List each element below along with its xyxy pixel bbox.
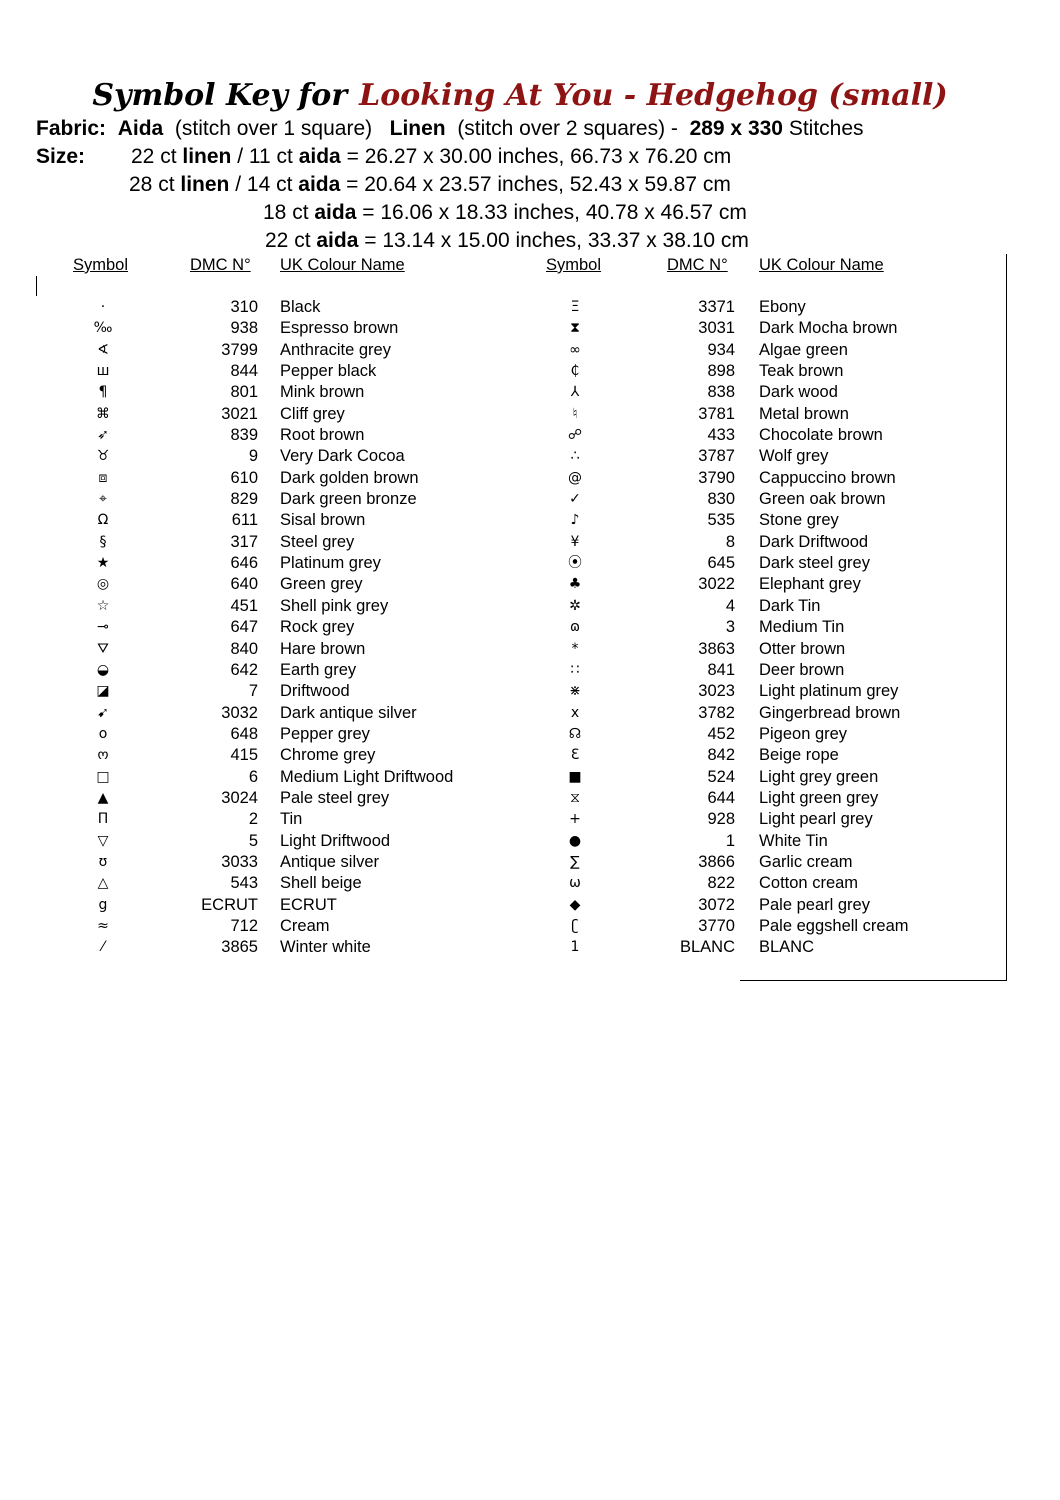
- symbol-cell: §: [99, 533, 107, 550]
- colour-name-cell: Garlic cream: [759, 852, 853, 871]
- size-label-text: Size:: [36, 145, 86, 168]
- colour-name-cell: Pepper black: [280, 362, 377, 381]
- colour-name-cell: Light pearl grey: [759, 810, 873, 829]
- colour-name-cell: Dark wood: [759, 383, 838, 402]
- dmc-number-cell: 645: [707, 554, 735, 573]
- colour-name-cell: Steel grey: [280, 532, 355, 551]
- page-title: [0, 78, 1040, 113]
- bottom-border-line: [740, 980, 1007, 981]
- symbol-cell: ≈: [97, 917, 109, 934]
- symbol-cell: ➶: [97, 427, 109, 444]
- dmc-number-cell: 317: [230, 532, 258, 551]
- dmc-number-cell: 642: [230, 660, 258, 679]
- colour-name-cell: ECRUT: [280, 895, 337, 914]
- dmc-number-cell: 7: [248, 682, 258, 701]
- size-label: [36, 144, 85, 170]
- colour-name-cell: Dark golden brown: [280, 468, 419, 487]
- symbol-cell: ☍: [567, 427, 583, 444]
- header-symbol-right: Symbol: [546, 256, 602, 274]
- dmc-number-cell: 938: [230, 319, 258, 338]
- colour-name-cell: Stone grey: [759, 511, 839, 530]
- dmc-number-cell: 712: [230, 916, 258, 935]
- symbol-cell: Ɛ: [570, 747, 580, 764]
- symbol-cell: ☆: [96, 597, 110, 614]
- dmc-number-cell: 3865: [221, 938, 258, 957]
- colour-name-cell: Otter brown: [759, 639, 846, 658]
- dmc-number-cell: 8: [725, 532, 735, 551]
- symbol-cell: @: [568, 469, 582, 486]
- symbol-cell: ★: [96, 555, 110, 572]
- colour-name-cell: Dark Tin: [759, 596, 821, 615]
- symbol-cell: ●: [568, 832, 582, 849]
- colour-name-cell: Gingerbread brown: [759, 703, 901, 722]
- table-row: [0, 895, 1060, 916]
- colour-name-cell: Root brown: [280, 426, 365, 445]
- symbol-cell: *: [571, 640, 579, 657]
- colour-name-cell: Pigeon grey: [759, 724, 848, 743]
- size-line-2: [129, 172, 731, 198]
- colour-name-cell: Pale steel grey: [280, 788, 390, 807]
- symbol-cell: ➹: [97, 704, 109, 721]
- colour-name-cell: Chocolate brown: [759, 426, 883, 445]
- dmc-number-cell: 934: [707, 340, 735, 359]
- symbol-cell: ☊: [568, 725, 582, 742]
- dmc-number-cell: 3770: [698, 916, 735, 935]
- colour-name-cell: Mink brown: [280, 383, 365, 402]
- size-post: = 13.14 x 15.00 inches, 33.37 x 38.10 cm: [364, 229, 749, 252]
- colour-name-cell: Metal brown: [759, 404, 849, 423]
- colour-name-cell: Driftwood: [280, 682, 350, 701]
- colour-name-cell: Dark Mocha brown: [759, 319, 898, 338]
- stitches-word: Stitches: [788, 117, 864, 140]
- table-row: [0, 510, 1060, 531]
- fabric-label: Fabric:: [36, 117, 107, 140]
- dmc-number-cell: 3787: [698, 447, 735, 466]
- symbol-key-table: [0, 297, 1060, 959]
- size-bold-2: aida: [298, 173, 341, 196]
- table-row: [0, 639, 1060, 660]
- symbol-cell: o: [98, 725, 108, 742]
- colour-name-cell: Earth grey: [280, 660, 357, 679]
- colour-name-cell: Green grey: [280, 575, 363, 594]
- colour-name-cell: Light green grey: [759, 788, 879, 807]
- colour-name-cell: Sisal brown: [280, 511, 366, 530]
- colour-name-cell: Shell pink grey: [280, 596, 389, 615]
- table-row: [0, 532, 1060, 553]
- dmc-number-cell: 3866: [698, 852, 735, 871]
- symbol-cell: ⦿: [568, 555, 582, 572]
- colour-name-cell: Dark green bronze: [280, 490, 417, 509]
- colour-name-cell: Cappuccino brown: [759, 468, 896, 487]
- symbol-cell: ₵: [570, 363, 580, 380]
- size-pre: 28 ct: [129, 173, 175, 196]
- fabric-aida-note: (stitch over 1 square): [174, 117, 373, 140]
- colour-name-cell: Light grey green: [759, 767, 879, 786]
- colour-name-cell: Pale pearl grey: [759, 895, 870, 914]
- colour-name-cell: Medium Tin: [759, 618, 845, 637]
- colour-name-cell: Pepper grey: [280, 724, 370, 743]
- colour-name-cell: Chrome grey: [280, 746, 376, 765]
- dmc-number-cell: 5: [248, 831, 258, 850]
- size-pre: 22 ct: [265, 229, 311, 252]
- dmc-number-cell: 3021: [221, 404, 258, 423]
- table-row: [0, 767, 1060, 788]
- symbol-cell: ♣: [568, 576, 582, 593]
- stitch-count: 289 x 330: [689, 117, 783, 140]
- symbol-cell: ⅄: [570, 384, 580, 401]
- dmc-number-cell: 830: [707, 490, 735, 509]
- symbol-cell: ⧖: [570, 789, 580, 806]
- dmc-number-cell: 898: [707, 362, 735, 381]
- colour-name-cell: Dark steel grey: [759, 554, 870, 573]
- colour-name-cell: Very Dark Cocoa: [280, 447, 405, 466]
- colour-name-cell: Antique silver: [280, 852, 380, 871]
- symbol-cell: Ξ: [570, 299, 580, 315]
- size-post: = 20.64 x 23.57 inches, 52.43 x 59.87 cm: [346, 173, 731, 196]
- size-pre: 22 ct: [131, 145, 177, 168]
- table-row: [0, 468, 1060, 489]
- colour-name-cell: Shell beige: [280, 874, 362, 893]
- table-row: [0, 873, 1060, 894]
- symbol-cell: x: [570, 704, 580, 721]
- colour-name-cell: Light platinum grey: [759, 682, 899, 701]
- header-name-left: UK Colour Name: [280, 256, 405, 274]
- table-row: [0, 788, 1060, 809]
- symbol-cell: ო: [97, 747, 109, 764]
- dmc-number-cell: 822: [707, 874, 735, 893]
- colour-name-cell: Ebony: [759, 298, 806, 316]
- table-row: [0, 446, 1060, 467]
- colour-name-cell: Dark antique silver: [280, 703, 417, 722]
- symbol-cell: ✲: [569, 597, 581, 614]
- symbol-cell: 1: [570, 939, 580, 956]
- pattern-name: Looking At You - Hedgehog (small): [359, 78, 948, 113]
- symbol-cell: ∢: [97, 341, 109, 358]
- dmc-number-cell: 3799: [221, 340, 258, 359]
- size-post: = 26.27 x 30.00 inches, 66.73 x 76.20 cm: [346, 145, 732, 168]
- symbol-cell: ʊ: [98, 853, 108, 870]
- symbol-cell: ɷ: [569, 619, 581, 636]
- symbol-cell: ⧈: [98, 469, 108, 486]
- table-row: [0, 745, 1060, 766]
- colour-name-cell: Black: [280, 298, 321, 316]
- symbol-cell: +: [569, 811, 581, 828]
- dmc-number-cell: 841: [707, 660, 735, 679]
- symbol-cell: ▽: [97, 832, 109, 849]
- colour-name-cell: White Tin: [759, 831, 828, 850]
- dmc-number-cell: 452: [707, 724, 735, 743]
- size-line-4: [265, 228, 749, 254]
- dmc-number-cell: 838: [707, 383, 735, 402]
- colour-name-cell: Cliff grey: [280, 404, 345, 423]
- dmc-number-cell: 839: [230, 426, 258, 445]
- colour-name-cell: Medium Light Driftwood: [280, 767, 454, 786]
- symbol-cell: ш: [96, 363, 110, 380]
- dmc-number-cell: 310: [230, 298, 258, 316]
- symbol-cell: ⋇: [569, 683, 581, 700]
- colour-name-cell: Hare brown: [280, 639, 366, 658]
- symbol-cell: ♮: [572, 405, 578, 422]
- size-bold-1: aida: [314, 201, 357, 224]
- symbol-cell: ◎: [96, 576, 110, 593]
- table-row: [0, 404, 1060, 425]
- dmc-number-cell: 543: [230, 874, 258, 893]
- symbol-cell: ∴: [570, 448, 580, 465]
- colour-name-cell: Platinum grey: [280, 554, 381, 573]
- header-dmc-left: DMC N°: [190, 256, 251, 274]
- colour-name-cell: Elephant grey: [759, 575, 861, 594]
- symbol-cell: ∞: [569, 341, 581, 358]
- dmc-number-cell: 840: [230, 639, 258, 658]
- table-row: [0, 937, 1060, 958]
- dmc-number-cell: 3033: [221, 852, 258, 871]
- table-row: [0, 596, 1060, 617]
- dmc-number-cell: 451: [230, 596, 258, 615]
- dmc-number-cell: 433: [707, 426, 735, 445]
- table-row: [0, 340, 1060, 361]
- dmc-number-cell: 611: [231, 511, 258, 530]
- symbol-cell: ♉: [96, 448, 110, 465]
- dmc-number-cell: 3863: [698, 639, 735, 658]
- text-cursor-mark: [36, 276, 37, 296]
- size-bold-1: aida: [316, 229, 359, 252]
- table-row: [0, 809, 1060, 830]
- size-mid: / 14 ct: [235, 173, 293, 196]
- dmc-number-cell: 3023: [698, 682, 735, 701]
- symbol-cell: ♪: [570, 512, 580, 529]
- symbol-cell: ⊸: [97, 619, 109, 636]
- dmc-number-cell: 644: [707, 788, 735, 807]
- dmc-number-cell: BLANC: [679, 938, 735, 957]
- colour-name-cell: Beige rope: [759, 746, 839, 765]
- title-prefix: Symbol Key for: [92, 78, 348, 113]
- table-row: [0, 831, 1060, 852]
- table-row: [0, 297, 1060, 318]
- dmc-number-cell: 610: [230, 468, 258, 487]
- symbol-cell: ▲: [97, 789, 109, 806]
- colour-name-cell: Espresso brown: [280, 319, 399, 338]
- header-name-right: UK Colour Name: [759, 256, 884, 274]
- dmc-number-cell: 1: [725, 831, 735, 850]
- size-post: = 16.06 x 18.33 inches, 40.78 x 46.57 cm: [356, 201, 747, 224]
- symbol-cell: ✓: [569, 491, 581, 508]
- table-row: [0, 703, 1060, 724]
- symbol-cell: g: [98, 896, 108, 913]
- dmc-number-cell: 535: [707, 511, 735, 530]
- colour-name-cell: BLANC: [759, 938, 815, 957]
- table-row: [0, 574, 1060, 595]
- table-row: [0, 724, 1060, 745]
- symbol-cell: ⁄: [101, 939, 105, 956]
- dmc-number-cell: 3790: [698, 468, 735, 487]
- colour-name-cell: Wolf grey: [759, 447, 829, 466]
- symbol-cell: ∑: [570, 853, 580, 870]
- table-row: [0, 425, 1060, 446]
- fabric-line: [36, 116, 864, 142]
- dmc-number-cell: 646: [230, 554, 258, 573]
- table-row: [0, 489, 1060, 510]
- size-line-3: [263, 200, 747, 226]
- dmc-number-cell: 928: [707, 810, 735, 829]
- colour-name-cell: Winter white: [280, 938, 371, 957]
- colour-name-cell: Pale eggshell cream: [759, 916, 909, 935]
- symbol-cell: ⌘: [96, 405, 110, 422]
- symbol-cell: ■: [568, 768, 582, 785]
- dmc-number-cell: 524: [707, 767, 735, 786]
- dmc-number-cell: 415: [230, 746, 258, 765]
- dmc-number-cell: 640: [230, 575, 258, 594]
- table-row: [0, 660, 1060, 681]
- symbol-cell: ¶: [98, 384, 108, 401]
- symbol-cell: ω: [569, 875, 581, 892]
- colour-name-cell: Green oak brown: [759, 490, 886, 509]
- dmc-number-cell: 4: [725, 596, 735, 615]
- symbol-cell: ∷: [570, 661, 580, 678]
- dmc-number-cell: 842: [707, 746, 735, 765]
- colour-name-cell: Dark Driftwood: [759, 532, 869, 551]
- size-bold-1: linen: [182, 145, 232, 168]
- symbol-cell: △: [97, 875, 109, 892]
- table-row: [0, 553, 1060, 574]
- size-mid: / 11 ct: [237, 145, 293, 168]
- symbol-cell: Π: [97, 811, 109, 828]
- dmc-number-cell: 3032: [221, 703, 258, 722]
- dmc-number-cell: 844: [230, 362, 258, 381]
- table-row: [0, 681, 1060, 702]
- dmc-number-cell: 3024: [221, 788, 258, 807]
- size-line-1: [131, 144, 731, 170]
- dmc-number-cell: ECRUT: [201, 895, 258, 914]
- dmc-number-cell: 3782: [698, 703, 735, 722]
- table-row: [0, 852, 1060, 873]
- symbol-cell: ◪: [96, 683, 110, 700]
- dmc-number-cell: 829: [230, 490, 258, 509]
- fabric-linen: Linen: [389, 117, 446, 140]
- fabric-aida: Aida: [117, 117, 164, 140]
- symbol-cell: ¥: [570, 533, 580, 550]
- colour-name-cell: Tin: [280, 810, 303, 829]
- symbol-cell: ʗ: [571, 917, 579, 934]
- dmc-number-cell: 3: [725, 618, 735, 637]
- dmc-number-cell: 3031: [698, 319, 735, 338]
- dmc-number-cell: 647: [230, 618, 258, 637]
- table-row: [0, 617, 1060, 638]
- colour-name-cell: Teak brown: [759, 362, 844, 381]
- colour-name-cell: Rock grey: [280, 618, 355, 637]
- colour-name-cell: Algae green: [759, 340, 848, 359]
- table-row: [0, 916, 1060, 937]
- symbol-cell: Ω: [97, 512, 109, 529]
- header-symbol-left: Symbol: [73, 256, 129, 274]
- dmc-number-cell: 3022: [698, 575, 735, 594]
- size-bold-2: aida: [298, 145, 341, 168]
- dmc-number-cell: 648: [230, 724, 258, 743]
- symbol-cell: ⌖: [99, 491, 107, 508]
- table-row: [0, 361, 1060, 382]
- colour-name-cell: Anthracite grey: [280, 340, 391, 359]
- symbol-cell: ◒: [96, 661, 110, 678]
- dmc-number-cell: 3072: [698, 895, 735, 914]
- dmc-number-cell: 2: [248, 810, 258, 829]
- symbol-cell: □: [96, 768, 110, 785]
- size-bold-1: linen: [180, 173, 230, 196]
- colour-name-cell: Deer brown: [759, 660, 845, 679]
- colour-name-cell: Cotton cream: [759, 874, 859, 893]
- table-row: [0, 318, 1060, 339]
- size-pre: 18 ct: [263, 201, 309, 224]
- symbol-cell: ◆: [569, 896, 581, 913]
- dmc-number-cell: 801: [230, 383, 258, 402]
- fabric-linen-note: (stitch over 2 squares) -: [457, 117, 678, 140]
- symbol-cell: ‰: [93, 320, 113, 337]
- dmc-number-cell: 6: [248, 767, 258, 786]
- dmc-number-cell: 9: [248, 447, 258, 466]
- symbol-cell: ⛛: [97, 640, 109, 657]
- header-dmc-right: DMC N°: [667, 256, 728, 274]
- dmc-number-cell: 3781: [698, 404, 735, 423]
- colour-name-cell: Cream: [280, 916, 330, 935]
- symbol-cell: ·: [100, 299, 106, 315]
- dmc-number-cell: 3371: [698, 298, 735, 316]
- colour-name-cell: Light Driftwood: [280, 831, 391, 850]
- symbol-cell: ⧗: [570, 320, 580, 337]
- table-row: [0, 382, 1060, 403]
